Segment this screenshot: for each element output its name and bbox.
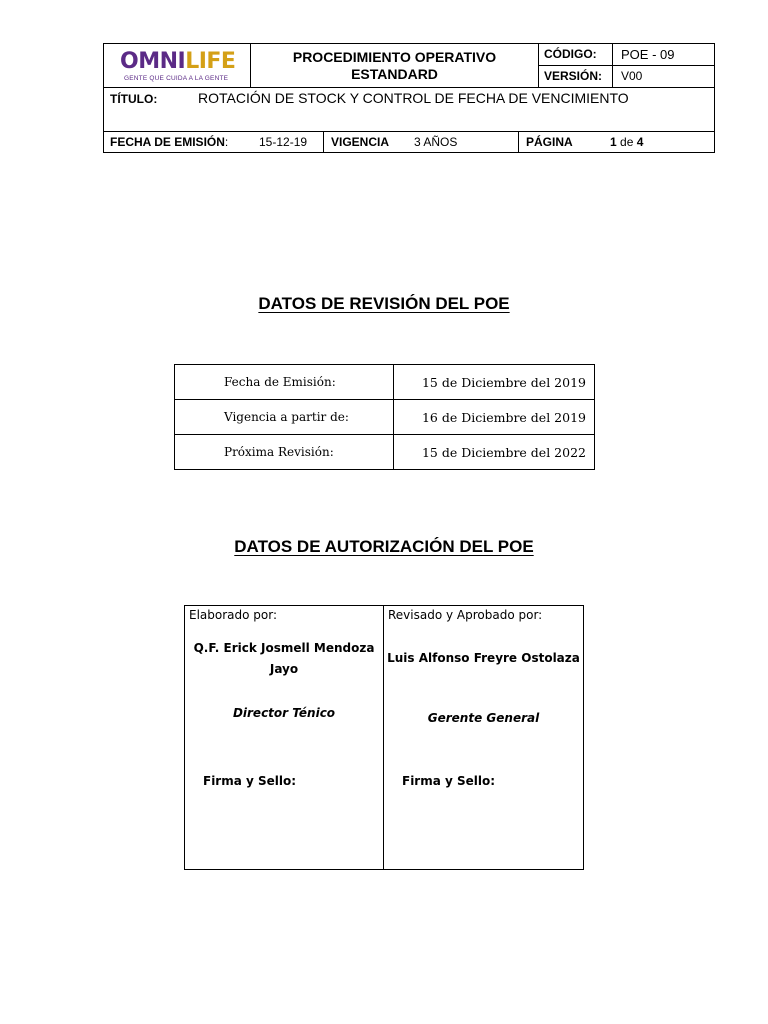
pagina-current: 1	[610, 135, 617, 149]
procedure-title-line1: PROCEDIMIENTO OPERATIVO	[292, 49, 497, 65]
fecha-emision-label-text: FECHA DE EMISIÓN	[110, 135, 225, 149]
revision-label: Próxima Revisión:	[175, 435, 394, 470]
aprobado-role: Gerente General	[427, 711, 540, 725]
procedure-title	[251, 49, 538, 83]
codigo-label: CÓDIGO:	[544, 47, 597, 61]
elaborado-title: Elaborado por:	[189, 608, 278, 622]
revision-table	[174, 364, 595, 470]
company-logo	[120, 49, 235, 85]
pagina-of: de	[620, 135, 634, 149]
revision-label: Fecha de Emisión:	[175, 365, 394, 400]
header-divider	[104, 131, 715, 132]
authorization-box	[184, 605, 584, 870]
authorization-heading: DATOS DE AUTORIZACIÓN DEL POE	[234, 537, 534, 556]
elaborado-column	[185, 606, 384, 869]
elaborado-name	[185, 638, 383, 680]
fecha-emision-label	[110, 135, 228, 149]
aprobado-title: Revisado y Aprobado por:	[388, 608, 543, 622]
header-divider	[104, 87, 715, 88]
vigencia-value: 3 AÑOS	[414, 135, 458, 149]
elaborado-role: Director Ténico	[232, 706, 336, 720]
pagina-total: 4	[636, 135, 644, 149]
pagina-label: PÁGINA	[526, 135, 573, 149]
vigencia-label: VIGENCIA	[331, 135, 390, 149]
version-label: VERSIÓN:	[544, 69, 603, 83]
revision-heading: DATOS DE REVISIÓN DEL POE	[258, 294, 510, 313]
table-row	[175, 365, 595, 400]
table-row	[175, 400, 595, 435]
elaborado-name-line1: Q.F. Erick Josmell Mendoza	[193, 641, 375, 655]
logo-wordmark	[120, 49, 235, 75]
elaborado-signature-label: Firma y Sello:	[203, 774, 297, 788]
revision-value: 16 de Diciembre del 2019	[393, 400, 594, 435]
logo-word-life: LIFE	[185, 49, 236, 74]
revision-label: Vigencia a partir de:	[175, 400, 394, 435]
table-row	[175, 435, 595, 470]
titulo-value: ROTACIÓN DE STOCK Y CONTROL DE FECHA DE VENCIMIENTO	[198, 90, 629, 106]
revision-value: 15 de Diciembre del 2022	[393, 435, 594, 470]
aprobado-column	[384, 606, 583, 869]
titulo-label: TÍTULO:	[110, 92, 158, 106]
elaborado-name-line2: Jayo	[269, 662, 299, 676]
aprobado-signature-label: Firma y Sello:	[402, 774, 496, 788]
document-header	[103, 43, 715, 153]
procedure-title-line2: ESTANDARD	[351, 66, 438, 82]
version-value: V00	[621, 69, 643, 83]
codigo-value: POE - 09	[621, 47, 675, 62]
header-divider	[518, 131, 519, 153]
logo-word-omni: OMNI	[120, 49, 186, 74]
header-divider	[538, 65, 715, 66]
fecha-emision-colon: :	[224, 135, 229, 149]
revision-value: 15 de Diciembre del 2019	[393, 365, 594, 400]
header-divider	[323, 131, 324, 153]
aprobado-name: Luis Alfonso Freyre Ostolaza	[387, 651, 580, 665]
pagina-value	[610, 135, 643, 149]
logo-tagline: GENTE QUE CUIDA A LA GENTE	[124, 75, 229, 82]
fecha-emision-value: 15-12-19	[259, 135, 308, 149]
